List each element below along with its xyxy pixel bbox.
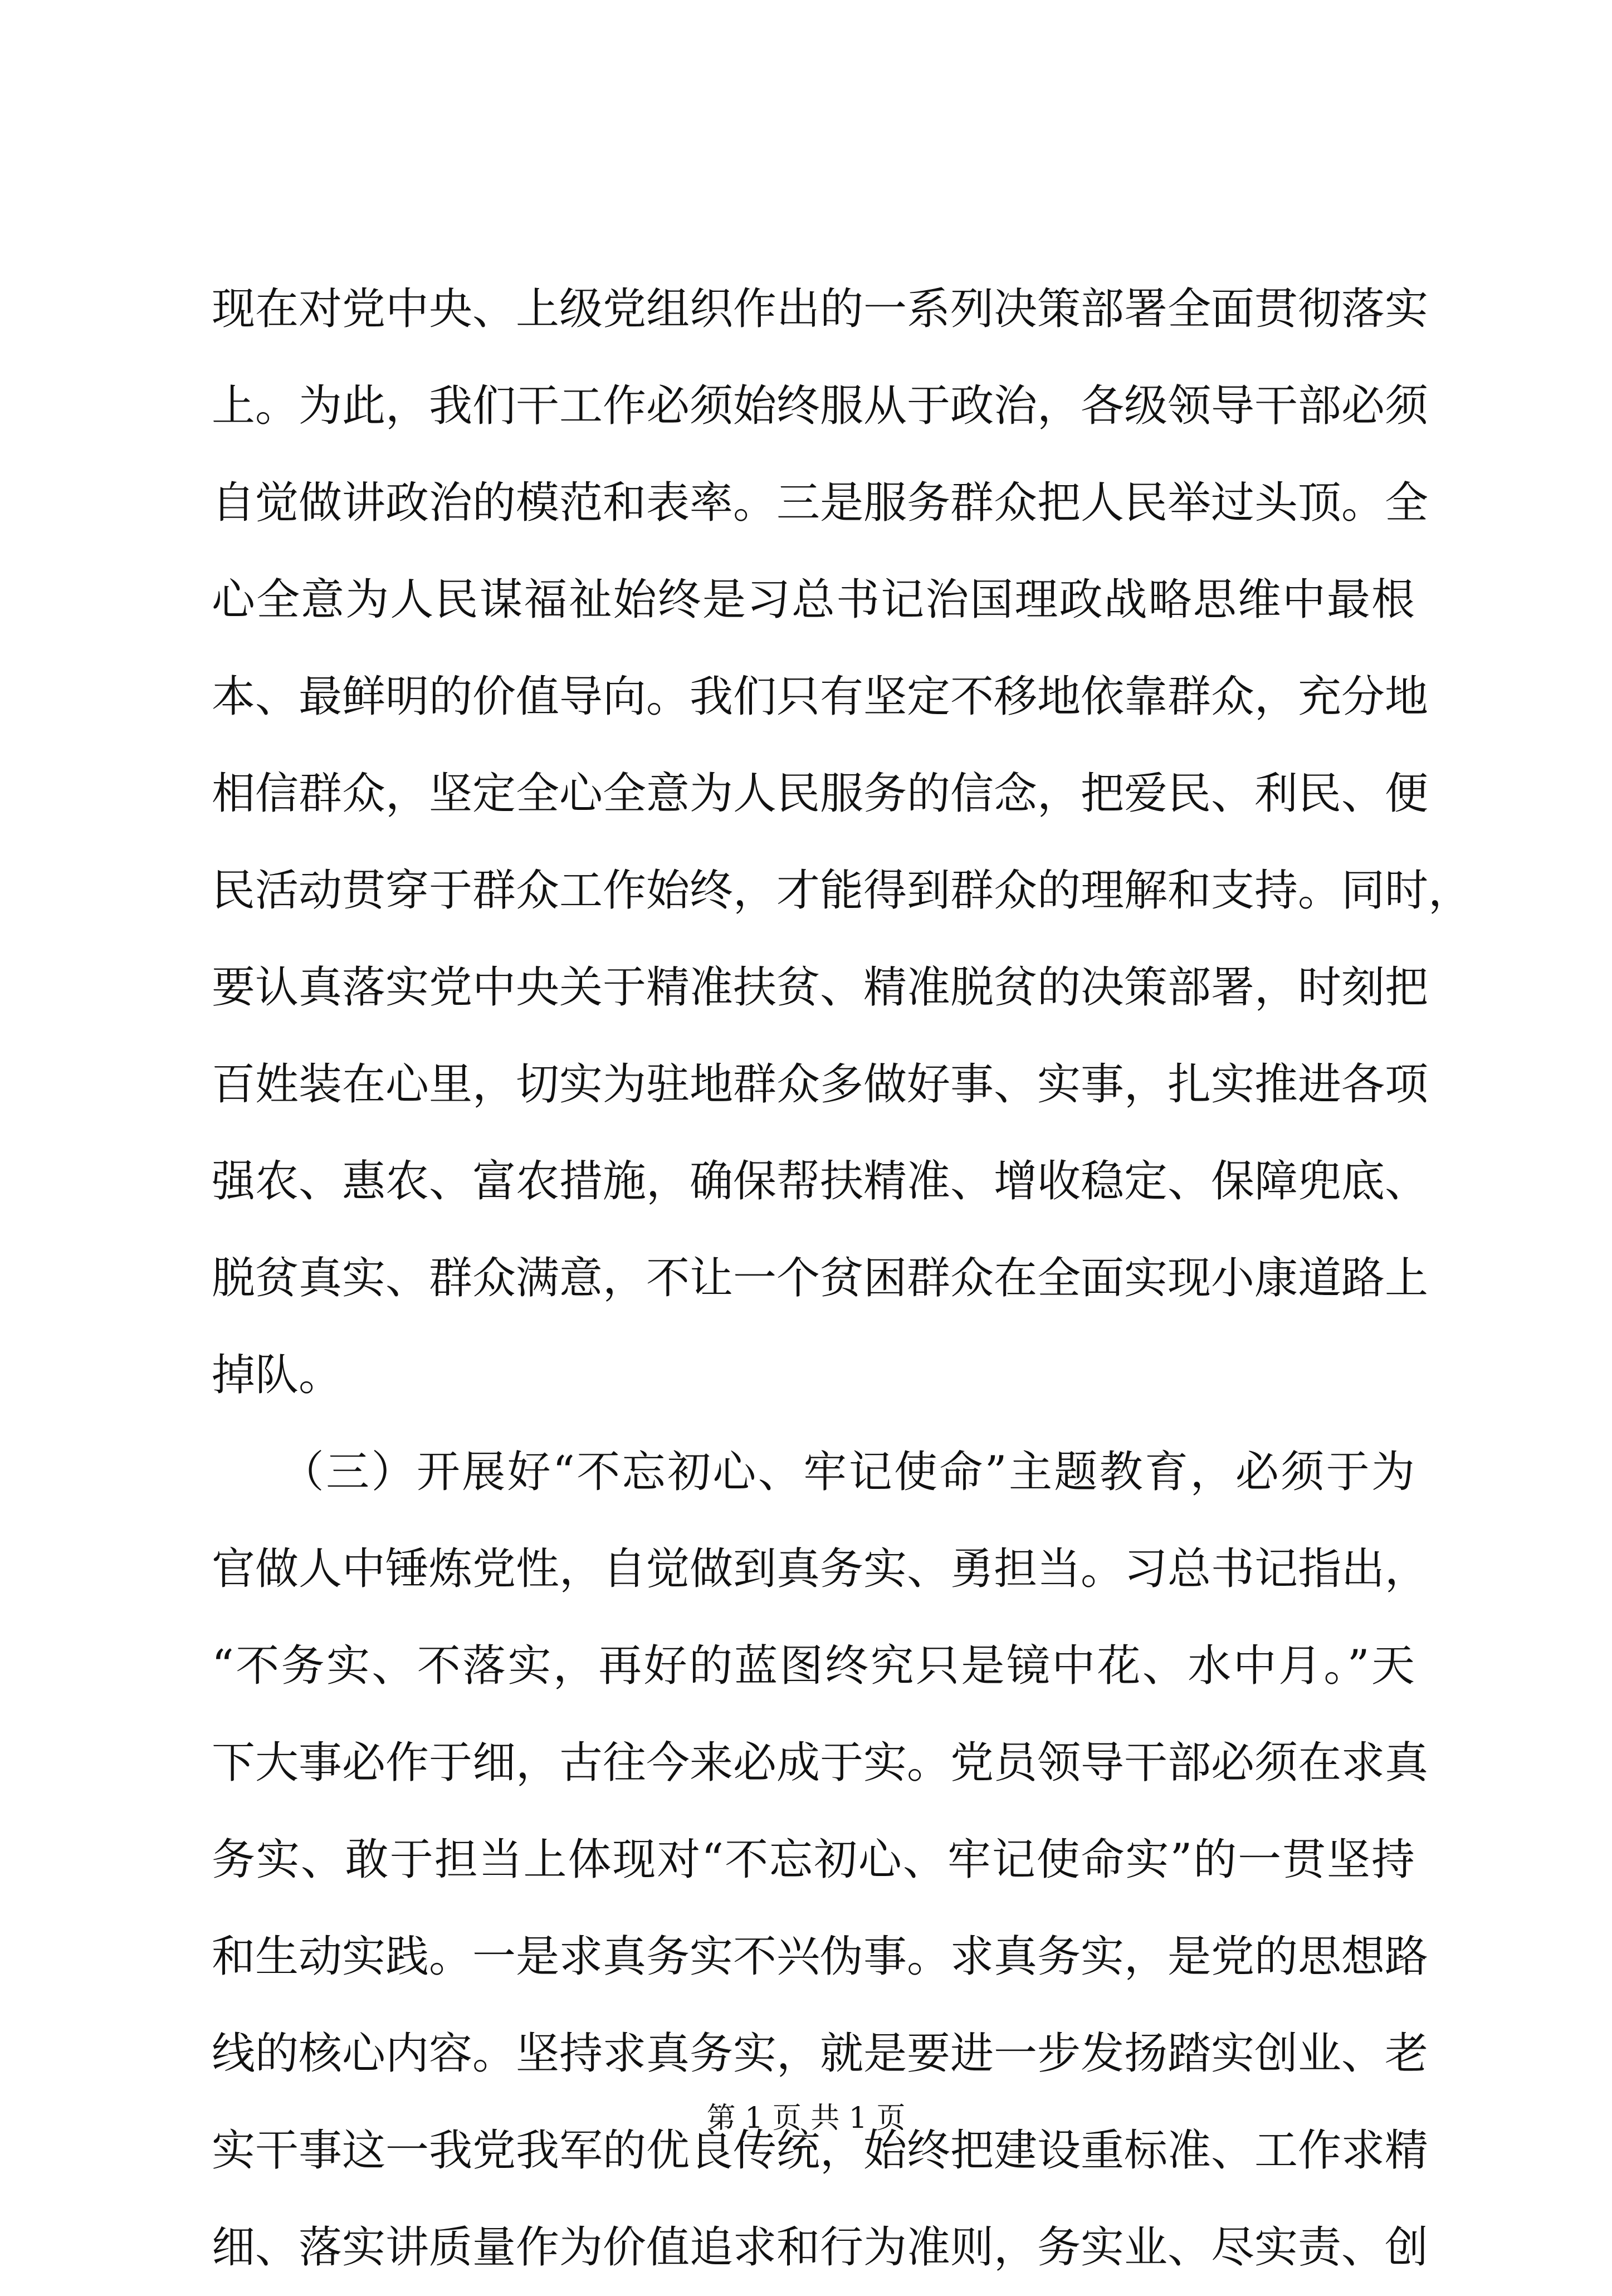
text-line-8: 要认真落实党中央关于精准扶贫、精准脱贫的决策部署，时刻把	[212, 963, 1429, 1013]
text-line-20: 实干事这一我党我军的优良传统，始终把建设重标准、工作求精	[212, 2126, 1429, 2176]
text-line-6: 相信群众，坚定全心全意为人民服务的信念，把爱民、利民、便	[212, 769, 1429, 819]
text-line-12: 掉队。	[212, 1350, 343, 1400]
text-line-13: （三）开展好“不忘初心、牢记使命”主题教育，必须于为	[212, 1447, 1415, 1497]
text-line-9: 百姓装在心里，切实为驻地群众多做好事、实事，扎实推进各项	[212, 1059, 1429, 1110]
text-line-4: 心全意为人民谋福祉始终是习总书记治国理政战略思维中最根	[212, 575, 1415, 625]
page-footer	[0, 2099, 1612, 2138]
text-line-17: 务实、敢于担当上体现对“不忘初心、牢记使命实”的一贯坚持	[212, 1835, 1415, 1885]
text-line-14: 官做人中锤炼党性，自觉做到真务实、勇担当。习总书记指出，	[212, 1544, 1429, 1594]
text-line-2: 上。为此，我们干工作必须始终服从于政治，各级领导干部必须	[212, 381, 1429, 431]
text-line-11: 脱贫真实、群众满意，不让一个贫困群众在全面实现小康道路上	[212, 1253, 1429, 1303]
text-line-19: 线的核心内容。坚持求真务实，就是要进一步发扬踏实创业、老	[212, 2029, 1429, 2079]
text-line-3: 自觉做讲政治的模范和表率。三是服务群众把人民举过头顶。全	[212, 478, 1429, 528]
body-text	[212, 261, 1472, 2296]
text-line-7: 民活动贯穿于群众工作始终，才能得到群众的理解和支持。同时，	[212, 866, 1472, 916]
text-line-21: 细、落实讲质量作为价值追求和行为准则，务实业、尽实责、创	[212, 2222, 1429, 2273]
text-line-15: “不务实、不落实，再好的蓝图终究只是镜中花、水中月。”天	[212, 1641, 1415, 1691]
text-line-10: 强农、惠农、富农措施，确保帮扶精准、增收稳定、保障兜底、	[212, 1156, 1429, 1206]
text-line-16: 下大事必作于细，古往今来必成于实。党员领导干部必须在求真	[212, 1738, 1429, 1788]
text-line-18: 和生动实践。一是求真务实不兴伪事。求真务实，是党的思想路	[212, 1932, 1429, 1982]
text-line-5: 本、最鲜明的价值导向。我们只有坚定不移地依靠群众，充分地	[212, 672, 1429, 722]
text-line-1: 现在对党中央、上级党组织作出的一系列决策部署全面贯彻落实	[212, 284, 1429, 334]
page-number: 第 1 页 共 1 页	[706, 2102, 906, 2135]
